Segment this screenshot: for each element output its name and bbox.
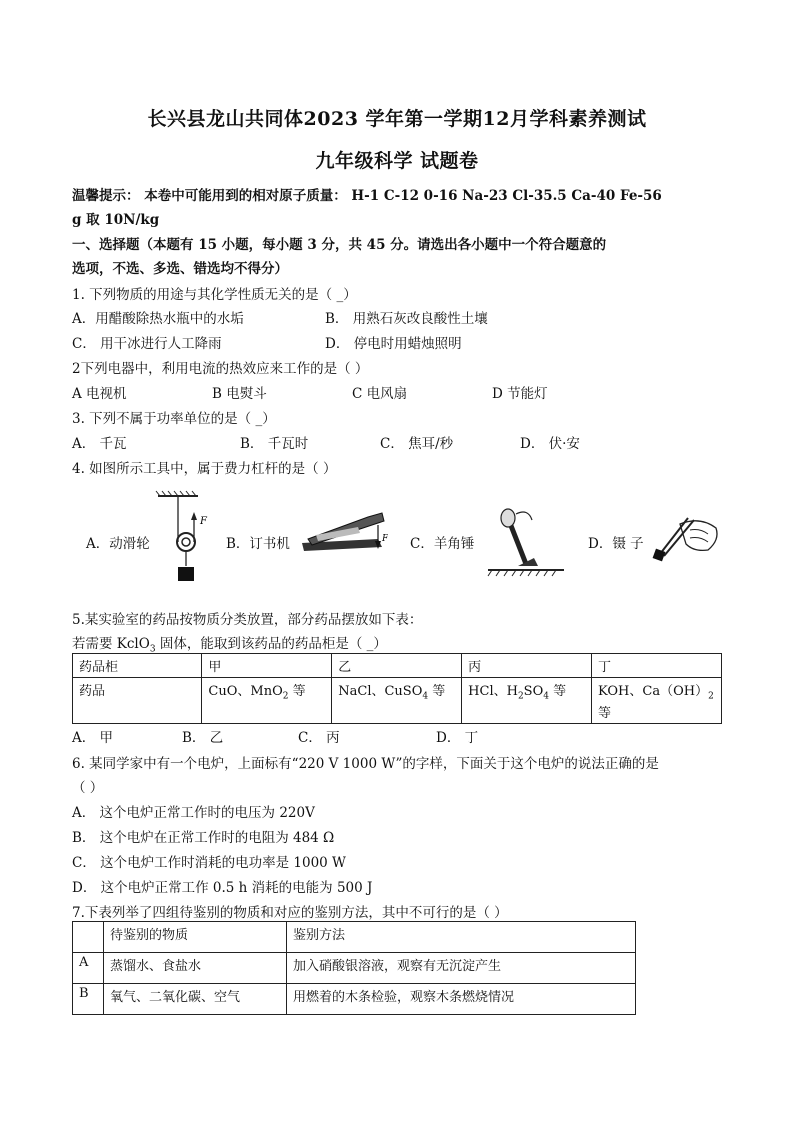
force-label-2: F [382,534,388,544]
table-cell: 乙 [332,654,462,678]
table-row [73,953,636,984]
q6-stem: 6. 某同学家中有一个电炉，上面标有“220 V 1000 W”的字样，下面关于这个电炉的说法正确的是 [72,756,659,772]
q5-option-a: A． 甲 [72,730,114,746]
table-cell: 待鉴别的物质 [104,922,287,953]
table-cell: CuO、MnO$_2$ 等 [202,678,332,724]
q3-option-d: D． 伏·安 [520,436,580,452]
q6-option-d: D． 这个电炉正常工作 0.5 h 消耗的电能为 500 J [72,880,373,896]
q6-option-c: C． 这个电炉工作时消耗的电功率是 1000 W [72,855,346,871]
table-cell: 鉴别方法 [287,922,636,953]
q1-option-d: D． 停电时用蜡烛照明 [325,336,462,352]
q3-stem: 3. 下列不属于功率单位的是（ _） [72,411,276,427]
q5-option-b: B． 乙 [182,730,224,746]
q6-option-a: A． 这个电炉正常工作时的电压为 220V [72,805,315,821]
q1-option-c: C． 用干冰进行人工降雨 [72,336,222,352]
stapler-figure [298,505,388,555]
table-cell [73,922,104,953]
q5-option-c: C． 丙 [298,730,340,746]
q2-option-c: C 电风扇 [352,386,408,402]
exam-title: 长兴县龙山共同体2023 学年第一学期12月学科素养测试 [147,108,647,130]
q1-stem: 1. 下列物质的用途与其化学性质无关的是（ _） [72,287,357,303]
q2-stem: 2下列电器中，利用电流的热效应来工作的是（ ） [72,361,369,377]
table-cell: NaCl、CuSO$_4$ 等 [332,678,462,724]
q2-option-a: A 电视机 [72,386,127,402]
table-cell: 甲 [202,654,332,678]
force-label: F [200,516,207,527]
table-cell: HCl、$H_2SO_4$ 等 [462,678,592,724]
q4-figure-b-label: B．订书机 [226,536,290,552]
table-cell: KOH、$Ca(OH)_2$ 等 [592,678,722,724]
q4-figure-d-label: D．镊 子 [588,536,644,552]
q3-option-a: A． 千瓦 [72,436,127,452]
table-row [73,922,636,953]
q4-stem: 4. 如图所示工具中，属于费力杠杆的是（ ） [72,461,337,477]
table-cell: 蒸馏水、食盐水 [104,953,287,984]
claw-hammer-figure [486,500,566,580]
table-row [73,654,722,678]
table-cell: 加入硝酸银溶液，观察有无沉淀产生 [287,953,636,984]
table-cell: 药品柜 [73,654,202,678]
q2-option-b: B 电熨斗 [212,386,267,402]
q7-stem: 7.下表列举了四组待鉴别的物质和对应的鉴别方法，其中不可行的是（ ） [72,905,508,921]
q1-option-a: A．用醋酸除热水瓶中的水垢 [72,311,244,327]
table-cell: B [73,984,104,1015]
q5-stem-2: 若需要 KclO$_3$ 固体，能取到该药品的药品柜是（ _） [72,636,387,655]
table-cell: 丙 [462,654,592,678]
q4-figure-c-label: C．羊角锤 [410,536,475,552]
cabinet-table [72,653,722,724]
q5-option-d: D． 丁 [436,730,479,746]
table-cell: 丁 [592,654,722,678]
table-cell: A [73,953,104,984]
notice-line-2: g 取 10N/kg [72,212,160,228]
q1-option-b: B． 用熟石灰改良酸性土壤 [325,311,488,327]
q3-option-c: C． 焦耳/秒 [380,436,454,452]
table-cell: 药品 [73,678,202,724]
table-row [73,984,636,1015]
q6-option-b: B． 这个电炉在正常工作时的电阻为 484 Ω [72,830,335,846]
exam-subtitle: 九年级科学 试题卷 [315,150,479,172]
section-heading-1: 一、选择题（本题有 15 小题，每小题 3 分，共 45 分。请选出各小题中一个符合题意的 [72,237,607,253]
table-row [73,678,722,724]
q3-option-b: B． 千瓦时 [240,436,309,452]
q6-paren: （ ） [72,780,104,796]
table-cell: 用燃着的木条检验，观察木条燃烧情况 [287,984,636,1015]
q5-stem-1: 5.某实验室的药品按物质分类放置，部分药品摆放如下表： [72,612,423,628]
section-heading-2: 选项，不选、多选、错选均不得分） [72,261,288,277]
tweezers-figure [650,510,725,570]
notice-line-1: 温馨提示： 本卷中可能用到的相对原子质量： H-1 C-12 0-16 Na-23 Cl-35.5 Ca-40 Fe-56 [72,188,662,204]
q2-option-d: D 节能灯 [492,386,548,402]
identification-table [72,921,636,1015]
movable-pulley-figure [150,490,220,590]
table-cell: 氧气、二氧化碳、空气 [104,984,287,1015]
q4-figure-a-label: A．动滑轮 [86,536,150,552]
